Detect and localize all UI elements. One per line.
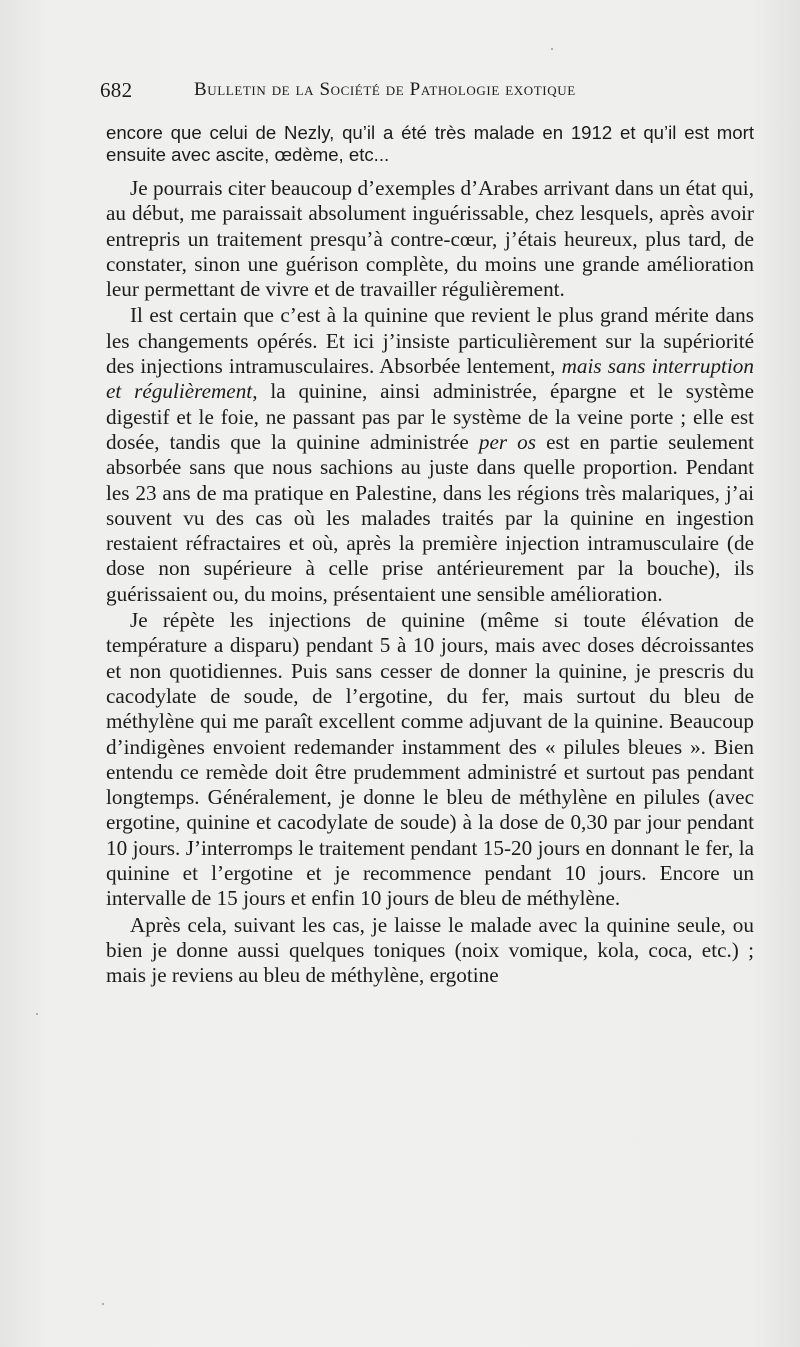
paragraph — [106, 176, 754, 302]
paragraph — [106, 913, 754, 989]
paper-speck — [36, 1013, 38, 1015]
text-segment: Il est certain que c’est à la quinine que revient le plus grand mérite dans les changements opérés. Et ici j’insiste particulièrement sur la supériorité des injections intramusculaires. Absorbée lentement, — [106, 303, 754, 379]
text-segment: Je répète les injections de quinine (même si toute élévation de température a disparu) pendant 5 à 10 jours, mais avec doses décroissantes et non quotidiennes. Puis sans cesser de donner la quinine, je prescris du cacodylate de soude, de l’ergotine, du fer, mais surtout du bleu de méthylène qui me paraît excellent comme adjuvant de la quinine. Beaucoup d’indigènes envoient redemander instamment des « pilules bleues ». Bien entendu ce remède doit être prudemment administré et surtout pas pendant longtemps. Généralement, je donne le bleu de méthylène en pilules (avec ergotine, quinine et cacodylate de soude) à la dose de 0,30 par jour pendant 10 jours. J’interromps le traitement pendant 15-20 jours en donnant le fer, la quinine et l’ergotine et je recommence pendant 10 jours. Encore un intervalle de 15 jours et enfin 10 jours de bleu de méthylène. — [106, 608, 754, 911]
paper-speck — [102, 1303, 104, 1305]
text-segment: Après cela, suivant les cas, je laisse le malade avec la quinine seule, ou bien je donne aussi quelques toniques (noix vomique, kola, coca, etc.) ; mais je reviens au bleu de méthylène, ergotine — [106, 912, 754, 988]
paragraph — [106, 122, 754, 166]
text-segment: , la quinine, ainsi administrée, épargne et le système digestif et le foie, ne passant pas par le système de la veine porte ; elle est dosée, tandis que la quinine administrée — [106, 379, 754, 454]
paragraph — [106, 608, 754, 912]
running-title: Bulletin de la Société de Pathologie exotique — [194, 79, 576, 100]
italic-text-segment: per os — [478, 429, 537, 454]
paper-speck — [551, 48, 553, 50]
text-segment: est en partie seulement absorbée sans que nous sachions au juste dans quelle proportion. Pendant les 23 ans de ma pratique en Palestine, dans les régions très malariques, j’ai souvent vu des cas où les malades traités par la quinine en ingestion restaient réfractaires et où, après la première injection intramusculaire (de dose non supérieure à celle prise antérieurement par la bouche), ils guérissaient ou, du moins, présentaient une sensible amélioration. — [106, 429, 754, 606]
italic-text-segment: mais sans interruption et régulièrement — [106, 354, 754, 404]
page-header — [100, 78, 660, 108]
text-segment: encore que celui de Nezly, qu’il a été très malade en 1912 et qu’il est mort ensuite avec ascite, œdème, etc... — [106, 122, 754, 165]
page-number: 682 — [100, 78, 133, 102]
paragraph — [106, 303, 754, 607]
article-body — [106, 122, 754, 990]
text-segment: Je pourrais citer beaucoup d’exemples d’Arabes arrivant dans un état qui, au début, me paraissait absolument inguérissable, chez lesquels, après avoir entrepris un traitement presqu’à contre-cœur, j’étais heureux, plus tard, de constater, sinon une guérison complète, du moins une grande amélioration leur permettant de vivre et de travailler régulièrement. — [106, 176, 754, 302]
